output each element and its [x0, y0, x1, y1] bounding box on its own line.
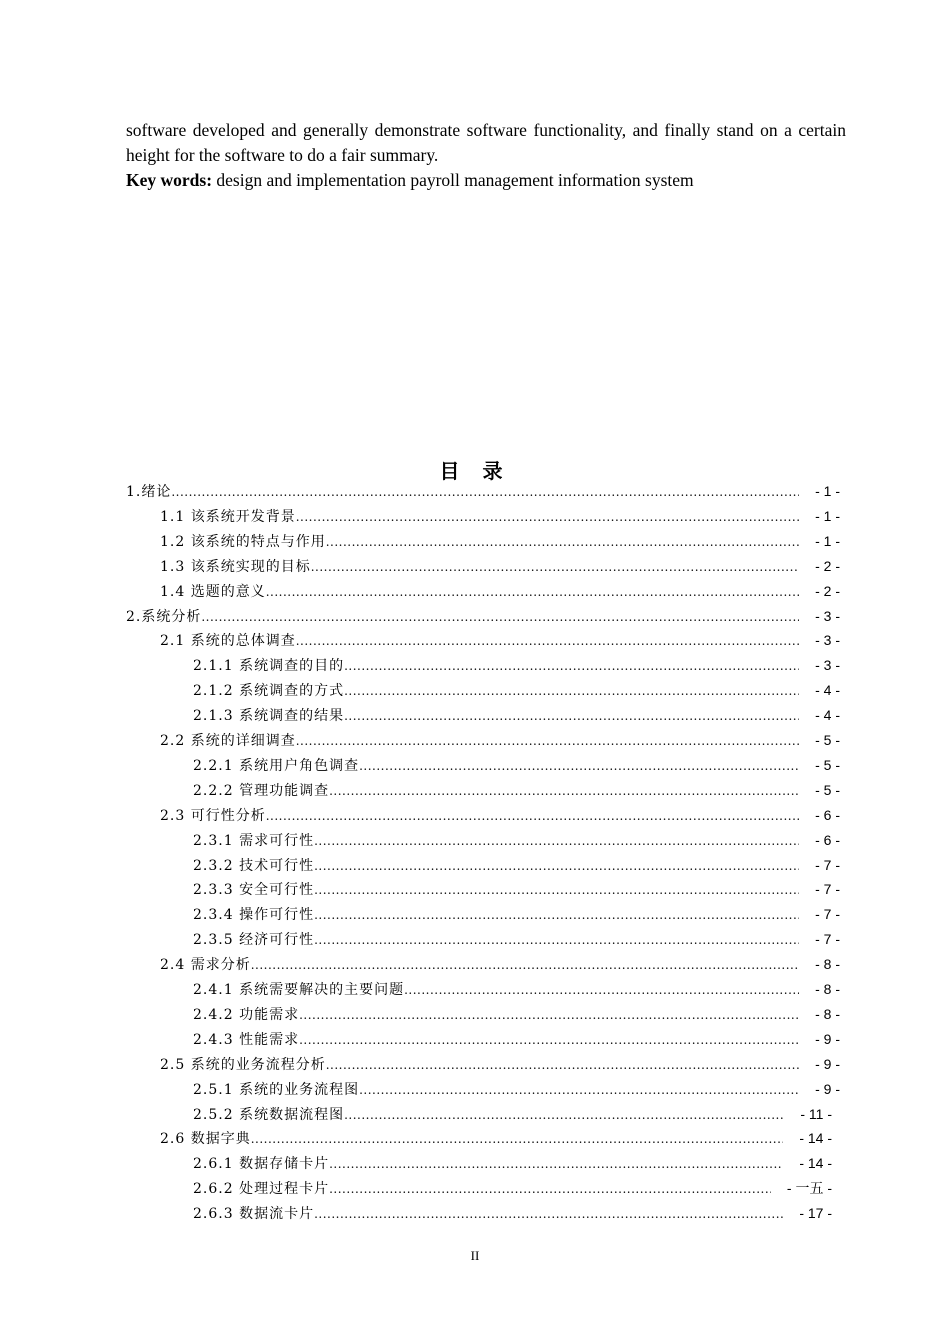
- toc-entry-label: 2.3.1 需求可行性: [193, 832, 315, 849]
- toc-leader-dots: [299, 1029, 799, 1051]
- toc-entry-page: - 3 -: [815, 632, 840, 649]
- toc-entry-label: 2.5.1 系统的业务流程图: [193, 1081, 360, 1098]
- toc-entry-label: 1.4 选题的意义: [160, 583, 266, 600]
- toc-entry-page: - 3 -: [815, 607, 840, 624]
- toc-entry[interactable]: [193, 779, 840, 801]
- toc-entry[interactable]: [193, 1202, 832, 1224]
- toc-leader-dots: [344, 680, 799, 702]
- toc-leader-dots: [344, 655, 799, 677]
- toc-entry[interactable]: [193, 1028, 840, 1050]
- toc-entry-page: - 11 -: [800, 1105, 832, 1122]
- toc-entry-page: - 5 -: [815, 732, 840, 748]
- toc-entry[interactable]: [160, 629, 840, 651]
- toc-entry-page: - 9 -: [815, 1080, 840, 1097]
- toc-entry-label: 1.绪论: [126, 484, 172, 500]
- toc-entry[interactable]: [193, 1152, 832, 1174]
- toc-entry-label: 2.4 需求分析: [160, 957, 251, 974]
- toc-leader-dots: [251, 954, 799, 976]
- toc-entry[interactable]: [160, 505, 840, 527]
- toc-entry-page: - 3 -: [815, 657, 840, 674]
- toc-entry-label: 2.2.1 系统用户角色调查: [193, 757, 360, 774]
- toc-entry[interactable]: [126, 605, 840, 627]
- toc-entry[interactable]: [193, 878, 840, 900]
- toc-leader-dots: [404, 979, 799, 1001]
- toc-entry-label: 2.5 系统的业务流程分析: [160, 1056, 326, 1073]
- toc-leader-dots: [314, 879, 799, 901]
- toc-entry-page: - 6 -: [815, 806, 840, 823]
- toc-entry[interactable]: [160, 530, 840, 552]
- toc-entry[interactable]: [160, 1053, 840, 1075]
- toc-entry-page: - 7 -: [815, 931, 840, 948]
- toc-entry-label: 2.3.4 操作可行性: [193, 907, 315, 924]
- toc-entry-page: - 9 -: [815, 1055, 840, 1072]
- toc-entry-label: 2.1.3 系统调查的结果: [193, 708, 345, 725]
- toc-leader-dots: [314, 855, 799, 877]
- toc-entry-label: 1.1 该系统开发背景: [160, 508, 296, 525]
- toc-leader-dots: [299, 1004, 799, 1026]
- toc-entry-page: - 8 -: [815, 1005, 840, 1022]
- toc-entry-page: - 1 -: [815, 483, 840, 499]
- toc-leader-dots: [171, 481, 799, 503]
- toc-entry-label: 2.3.2 技术可行性: [193, 857, 315, 874]
- toc-leader-dots: [266, 805, 799, 827]
- keywords-line: [126, 168, 846, 193]
- toc-entry-label: 2.1.2 系统调查的方式: [193, 683, 345, 700]
- toc-entry-page: - 9 -: [815, 1030, 840, 1047]
- toc-entry[interactable]: [160, 953, 840, 975]
- toc-leader-dots: [326, 1054, 799, 1076]
- toc-entry-page: - 7 -: [815, 906, 840, 923]
- toc-entry-label: 1.2 该系统的特点与作用: [160, 533, 326, 550]
- toc-entry-label: 2.2.2 管理功能调查: [193, 782, 330, 799]
- toc-entry-label: 2.5.2 系统数据流程图: [193, 1106, 345, 1123]
- toc-entry-page: - 6 -: [815, 831, 840, 848]
- toc-title: 目 录: [439, 459, 511, 483]
- toc-entry-page: - 5 -: [815, 756, 840, 773]
- toc-entry[interactable]: [193, 903, 840, 925]
- toc-entry-page: - 2 -: [815, 582, 840, 599]
- toc-entry-page: - 8 -: [815, 956, 840, 973]
- toc-leader-dots: [359, 1079, 799, 1101]
- toc-entry-page: - 4 -: [815, 682, 840, 699]
- keywords-label: Key words:: [126, 170, 213, 190]
- toc-leader-dots: [314, 929, 799, 951]
- toc-entry-page: - 14 -: [799, 1130, 832, 1147]
- toc-entry[interactable]: [126, 480, 840, 502]
- abstract-section: [126, 118, 846, 193]
- toc-entry-label: 1.3 该系统实现的目标: [160, 558, 311, 575]
- toc-entry[interactable]: [160, 1127, 832, 1149]
- toc-entry[interactable]: [193, 654, 840, 676]
- toc-entry-page: - 2 -: [815, 557, 840, 574]
- toc-entry-page: - 一五 -: [786, 1180, 832, 1197]
- toc-leader-dots: [344, 705, 799, 727]
- toc-entry[interactable]: [193, 704, 840, 726]
- toc-entry[interactable]: [193, 1103, 832, 1125]
- toc-entry-page: - 14 -: [799, 1155, 832, 1172]
- toc-leader-dots: [329, 1153, 783, 1175]
- toc-entry-label: 2.1 系统的总体调查: [160, 633, 296, 650]
- toc-entry-label: 2.4.1 系统需要解决的主要问题: [193, 982, 405, 998]
- toc-entry[interactable]: [193, 854, 840, 876]
- toc-leader-dots: [296, 506, 799, 528]
- toc-leader-dots: [326, 531, 799, 553]
- toc-entry[interactable]: [160, 804, 840, 826]
- toc-entry-page: - 1 -: [815, 507, 840, 524]
- toc-leader-dots: [344, 1104, 784, 1126]
- toc-leader-dots: [314, 1203, 783, 1225]
- toc-entry[interactable]: [160, 729, 840, 751]
- toc-entry-page: - 1 -: [815, 532, 840, 549]
- toc-leader-dots: [266, 581, 799, 603]
- toc-entry-page: - 8 -: [815, 981, 840, 997]
- toc-entry[interactable]: [193, 1003, 840, 1025]
- toc-leader-dots: [251, 1128, 784, 1150]
- toc-leader-dots: [329, 1178, 771, 1200]
- toc-entry-label: 2.6.3 数据流卡片: [193, 1206, 315, 1223]
- toc-entry-label: 2.2 系统的详细调查: [160, 733, 296, 749]
- toc-entry[interactable]: [193, 978, 840, 1000]
- toc-entry[interactable]: [193, 1177, 832, 1199]
- toc-leader-dots: [329, 780, 799, 802]
- toc-entry-page: - 17 -: [799, 1205, 832, 1222]
- toc-leader-dots: [311, 556, 799, 578]
- toc-entry-page: - 4 -: [815, 707, 840, 724]
- toc-entry[interactable]: [160, 555, 840, 577]
- toc-entry[interactable]: [193, 754, 840, 776]
- toc-entry-label: 2.3.3 安全可行性: [193, 882, 315, 899]
- toc-entry[interactable]: [193, 928, 840, 950]
- toc-leader-dots: [201, 606, 799, 628]
- toc-entry-label: 2.系统分析: [126, 608, 202, 625]
- abstract-text: software developed and generally demonstrate software functionality, and finally stand on a certain height for the software to do a fair summary.: [126, 120, 846, 165]
- toc-leader-dots: [359, 755, 799, 777]
- toc-leader-dots: [314, 904, 799, 926]
- toc-entry-label: 2.3.5 经济可行性: [193, 932, 315, 949]
- toc-leader-dots: [296, 630, 799, 652]
- toc-entry-label: 2.6.1 数据存储卡片: [193, 1156, 330, 1173]
- toc-entry[interactable]: [193, 829, 840, 851]
- toc-entry-label: 2.6 数据字典: [160, 1131, 251, 1148]
- toc-entry[interactable]: [193, 1078, 840, 1100]
- toc-entry-page: - 7 -: [815, 856, 840, 873]
- toc-entry-label: 2.3 可行性分析: [160, 807, 266, 824]
- toc-entry-label: 2.6.2 处理过程卡片: [193, 1181, 330, 1198]
- toc-entry-page: - 5 -: [815, 781, 840, 798]
- toc-entry-page: - 7 -: [815, 881, 840, 898]
- toc-entry-label: 2.4.3 性能需求: [193, 1031, 300, 1048]
- toc-entry[interactable]: [193, 679, 840, 701]
- toc-entry-label: 2.4.2 功能需求: [193, 1006, 300, 1023]
- toc-entry[interactable]: [160, 580, 840, 602]
- keywords-text: design and implementation payroll management information system: [212, 170, 694, 190]
- toc-entry-label: 2.1.1 系统调查的目的: [193, 658, 345, 675]
- page-number: II: [470, 1248, 480, 1263]
- toc-leader-dots: [314, 830, 799, 852]
- toc-leader-dots: [296, 730, 799, 752]
